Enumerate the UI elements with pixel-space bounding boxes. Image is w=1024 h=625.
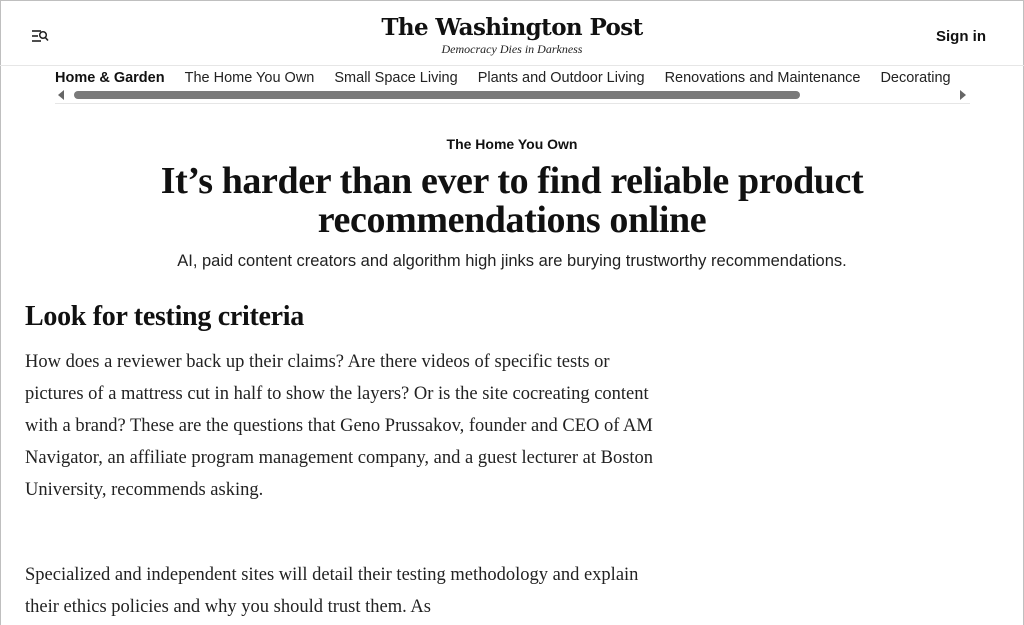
article-paragraph: Specialized and independent sites will detail their testing methodology and explain their ethics policies and why you should trust them. As [25,565,639,617]
headline-line-2: recommendations online [317,199,707,241]
nav-item-renovations[interactable]: Renovations and Maintenance [664,70,861,86]
article-headline [120,162,904,240]
headline-line-1: It’s harder than ever to find reliable product [160,160,864,202]
scroll-thumb[interactable] [74,91,800,99]
site-tagline: Democracy Dies in Darkness [441,42,583,56]
sign-in-button[interactable]: Sign in [936,28,986,45]
article-paragraph: How does a reviewer back up their claims? Are there videos of specific tests or pictures of a mattress cut in half to show the layers? Or is the site cocreating content with a brand? These are the questions that Geno Prussakov, founder and CEO of AM Navigator, an affiliate program management company, and a guest lecturer at Boston University, recommends asking. [25,352,654,500]
site-logo[interactable]: The Washington Post [381,14,643,41]
section-subhead: Look for testing criteria [25,301,304,332]
site-header [0,0,1024,66]
article-deck: AI, paid content creators and algorithm high jinks are burying trustworthy recommendations. [177,252,847,270]
nav-item-decorating[interactable]: Decorating [880,70,951,86]
nav-scrollbar[interactable] [58,89,970,101]
nav-divider [55,103,970,104]
masthead[interactable] [0,14,1024,56]
section-nav [55,66,970,90]
nav-item-plants-outdoor[interactable]: Plants and Outdoor Living [477,70,645,86]
article-kicker[interactable]: The Home You Own [446,136,578,152]
nav-item-small-space-living[interactable]: Small Space Living [334,70,458,86]
scroll-left-arrow-icon[interactable] [58,90,64,100]
nav-item-home-you-own[interactable]: The Home You Own [184,70,315,86]
nav-item-home-garden[interactable]: Home & Garden [55,70,165,86]
scroll-right-arrow-icon[interactable] [960,90,966,100]
